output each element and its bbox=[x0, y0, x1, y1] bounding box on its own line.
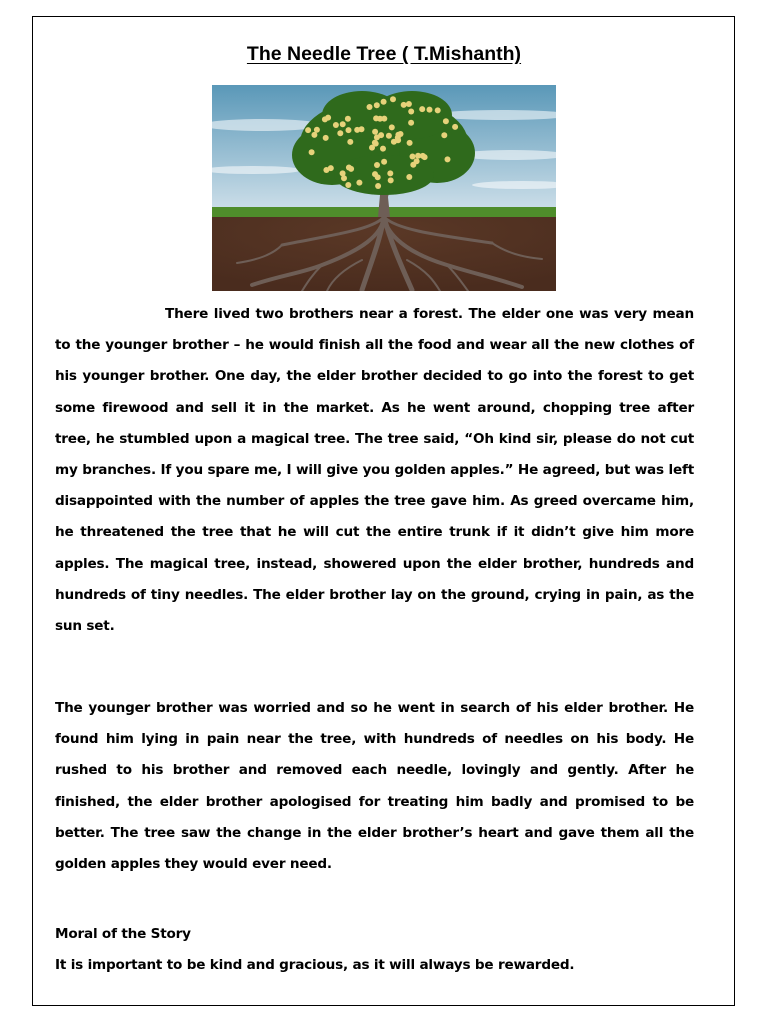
apple bbox=[333, 122, 339, 128]
apple bbox=[401, 102, 407, 108]
moral-heading: Moral of the Story bbox=[55, 926, 191, 942]
apple bbox=[346, 165, 352, 171]
apple bbox=[419, 106, 425, 112]
apple bbox=[345, 182, 351, 188]
apple bbox=[375, 174, 381, 180]
apple-tree-with-roots-icon bbox=[212, 85, 556, 291]
apple bbox=[415, 153, 421, 159]
apple bbox=[381, 159, 387, 165]
story-paragraph-2: The younger brother was worried and so he went in search of his elder brother. He found him lying in pain near the tree, with hundreds of needles on his body. He rushed to his brother and removed each needle, lovingly and gently. After he finished, the elder brother apologised for treating him badly and promised to be better. The tree saw the change in the elder brother’s heart and gave them all the golden apples they would ever need. bbox=[55, 700, 694, 873]
apple bbox=[374, 162, 380, 168]
apple bbox=[323, 135, 329, 141]
apple bbox=[443, 118, 449, 124]
apple bbox=[311, 132, 317, 138]
apple bbox=[347, 139, 353, 145]
apple-tree-illustration bbox=[212, 85, 556, 291]
apple bbox=[378, 132, 384, 138]
apple bbox=[387, 170, 393, 176]
apple bbox=[390, 96, 396, 102]
apple bbox=[369, 145, 375, 151]
apple bbox=[445, 156, 451, 162]
apple bbox=[323, 167, 329, 173]
apple bbox=[414, 158, 420, 164]
apple bbox=[406, 101, 412, 107]
apple bbox=[407, 140, 413, 146]
apple bbox=[374, 102, 380, 108]
apple bbox=[305, 127, 311, 133]
story-paragraph-1: There lived two brothers near a forest. The elder one was very mean to the younger brother – he would finish all the food and wear all the new clothes of his younger brother. One day, the elder brother decided to go into the forest to get some firewood and sell it in the market. As he went around, chopping tree after tree, he stumbled upon a magical tree. The tree said, “Oh kind sir, please do not cut my branches. If you spare me, I will give you golden apples.” He agreed, but was left disappointed with the number of apples the tree gave him. As greed overcame him, he threatened the tree that he will cut the entire trunk if it didn’t give him more apples. The magical tree, instead, showered upon the elder brother, hundreds and hundreds of tiny needles. The elder brother lay on the ground, crying in pain, as the sun set. bbox=[55, 306, 694, 635]
apple bbox=[375, 183, 381, 189]
apple bbox=[354, 127, 360, 133]
apple bbox=[372, 140, 378, 146]
apple bbox=[441, 132, 447, 138]
moral-text: It is important to be kind and gracious, as it will always be rewarded. bbox=[55, 957, 575, 973]
apple bbox=[395, 137, 401, 143]
apple bbox=[435, 107, 441, 113]
apple bbox=[346, 127, 352, 133]
apple bbox=[380, 146, 386, 152]
apple bbox=[337, 130, 343, 136]
document-title: The Needle Tree ( T.Mishanth) bbox=[246, 43, 522, 65]
apple bbox=[406, 174, 412, 180]
apple bbox=[427, 107, 433, 113]
apple bbox=[345, 116, 351, 122]
apple bbox=[377, 116, 383, 122]
apple bbox=[388, 177, 394, 183]
apple bbox=[408, 120, 414, 126]
apple bbox=[325, 115, 331, 121]
apple bbox=[410, 154, 416, 160]
apple bbox=[386, 133, 392, 139]
apple bbox=[372, 129, 378, 135]
apple bbox=[452, 124, 458, 130]
apple bbox=[367, 104, 373, 110]
apple bbox=[340, 170, 346, 176]
apple bbox=[309, 149, 315, 155]
apple bbox=[389, 124, 395, 130]
apple bbox=[408, 109, 414, 115]
apple bbox=[314, 127, 320, 133]
apple bbox=[356, 180, 362, 186]
apple bbox=[381, 99, 387, 105]
apple bbox=[340, 121, 346, 127]
